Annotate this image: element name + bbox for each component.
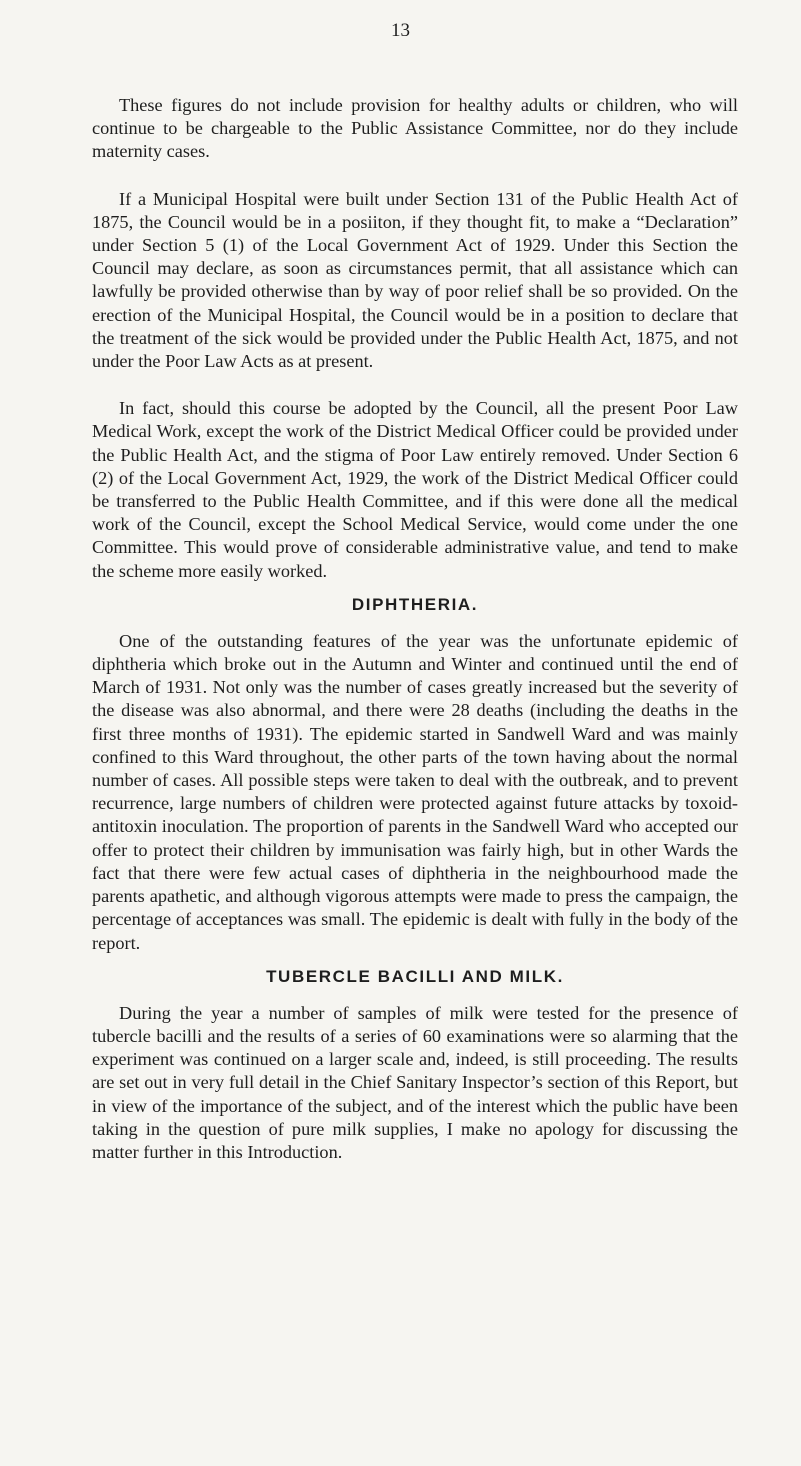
paragraph-provision-figures: These figures do not include provision for healthy adults or children, who will continue to be chargeable to the Public Assistance Committee, nor do they include maternity cases. [92, 95, 738, 162]
paragraph-diphtheria: One of the outstanding features of the year was the unfortunate epidemic of diphtheria which broke out in the Autumn and Winter and continued until the end of March of 1931. Not only was the number of cases greatly increased but the severity of the disease was also abnormal, and there were 28 deaths (including the deaths in the first three months of 1931). The epidemic started in Sandwell Ward and was mainly confined to this Ward throughout, the other parts of the town having about the normal number of cases. All possible steps were taken to deal with the outbreak, and to prevent recurrence, large numbers of children were protected against future attacks by toxoid-antitoxin inoculation. The proportion of parents in the Sandwell Ward who accepted our offer to protect their children by immunisation was fairly high, but in other Wards the fact that there were few actual cases of diphtheria in the neighbourhood made the parents apathetic, and although vigorous attempts were made to press the campaign, the percentage of acceptances was small. The epidemic is dealt with fully in the body of the report. [92, 630, 738, 953]
paragraph-poor-law-medical-work: In fact, should this course be adopted by the Council, all the present Poor Law Medical Work, except the work of the District Medical Officer could be provided under the Public Health Act, and the stigma of Poor Law entirely removed. Under Section 6 (2) of the Local Government Act, 1929, the work of the District Medical Officer could be transferred to the Public Health Committee, and if this were done all the medical work of the Council, except the School Medical Service, would come under the one Committee. This would prove of considerable administrative value, and tend to make the scheme more easily worked. [92, 398, 738, 581]
page-number: 13 [391, 20, 410, 41]
section-heading-diphtheria: DIPHTHERIA. [351, 594, 479, 614]
section-heading-tubercle-milk: TUBERCLE BACILLI AND MILK. [266, 966, 564, 986]
document-body [92, 94, 738, 1164]
paragraph-municipal-hospital: If a Municipal Hospital were built under Section 131 of the Public Health Act of 1875, the Council would be in a posiiton, if they thought fit, to make a “Declaration” under Section 5 (1) of the Local Government Act of 1929. Under this Section the Council may declare, as soon as circumstances permit, that all assistance which can lawfully be provided otherwise than by way of poor relief shall be so provided. On the erection of the Municipal Hospital, the Council would be in a position to declare that the treatment of the sick would be provided under the Public Health Act, 1875, and not under the Poor Law Acts as at present. [92, 188, 738, 372]
paragraph-tubercle-milk: During the year a number of samples of milk were tested for the presence of tubercle bacilli and the results of a series of 60 examinations were so alarming that the experiment was continued on a larger scale and, indeed, is still proceeding. The results are set out in very full detail in the Chief Sanitary Inspector’s section of this Report, but in view of the importance of the subject, and of the interest which the public have been taking in the question of pure milk supplies, I make no apology for discussing the matter further in this Introduction. [92, 1002, 738, 1162]
